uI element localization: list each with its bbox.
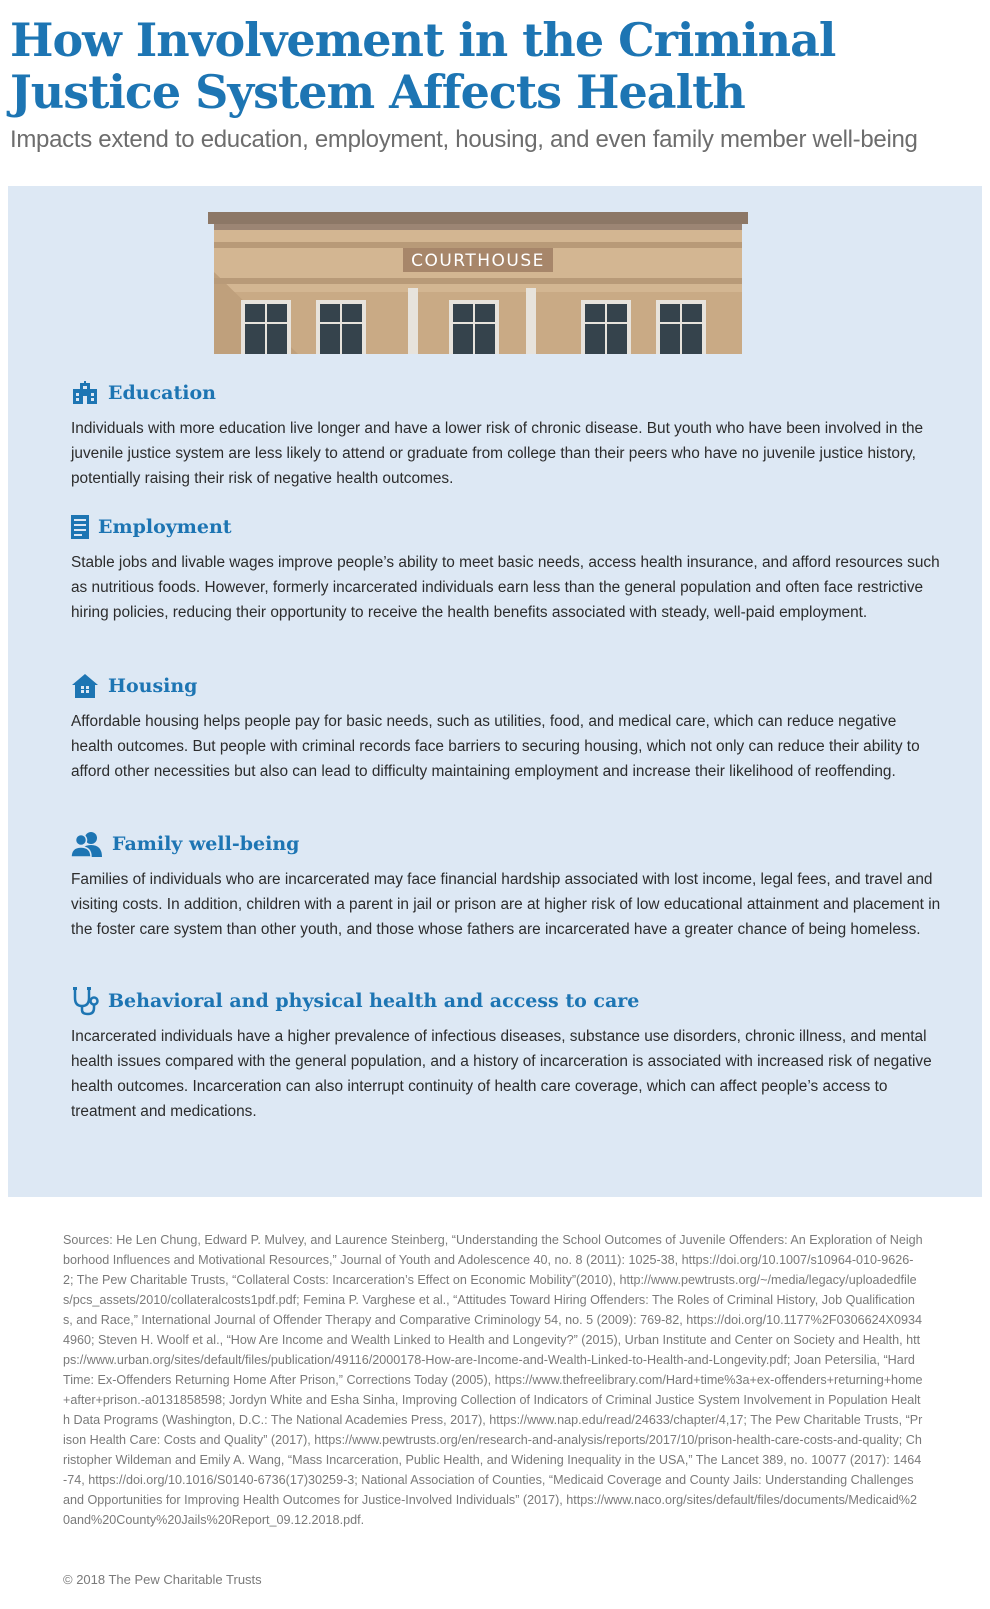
roof-trim xyxy=(208,212,748,224)
section-title: Education xyxy=(108,382,216,404)
section-family xyxy=(71,829,941,942)
section-health xyxy=(71,986,941,1124)
section-body: Stable jobs and livable wages improve people’s ability to meet basic needs, access health insurance, and afford resources such as nutritious foods. However, formerly incarcerated individuals earn less than the general population and often face restrictive hiring policies, reducing their opportunity to receive the health benefits associated with steady, well-paid employment. xyxy=(71,554,940,621)
house-icon xyxy=(71,672,99,700)
courthouse-illustration xyxy=(208,212,748,354)
section-body: Families of individuals who are incarcerated may face financial hardship associated with lost income, legal fees, and travel and visiting costs. In addition, children with a parent in jail or prison are at higher risk of low educational attainment and placement in the foster care system than other youth, and those whose fathers are incarcerated have a greater chance of being homeless. xyxy=(71,871,941,938)
section-title: Employment xyxy=(98,516,232,538)
section-body: Individuals with more education live longer and have a lower risk of chronic disease. But youth who have been involved in the juvenile justice system are less likely to attend or graduate from college than their peers who have no juvenile justice history, potentially raising their risk of negative health outcomes. xyxy=(71,420,924,487)
page-title: How Involvement in the Criminal Justice System Affects Health xyxy=(10,13,836,119)
section-employment xyxy=(71,512,941,625)
document-icon xyxy=(71,513,89,541)
sources-text: Sources: He Len Chung, Edward P. Mulvey, and Laurence Steinberg, “Understanding the School Outcomes of Juvenile Offenders: An Exploration of Neighborhood Influences and Motivational Resources,” Journal of Youth and Adolescence 40, no. 8 (2011): 1025-38, https://doi.org/10.1007/s10964-010-9626-2; The Pew Charitable Trusts, “Collateral Costs: Incarceration’s Effect on Economic Mobility”(2010), http://www.pewtrusts.org/~/media/legacy/uploadedfiles/pcs_assets/2010/collateralcosts1pdf.pdf; Femina P. Varghese et al., “Attitudes Toward Hiring Offenders: The Roles of Criminal History, Job Qualifications, and Race,” International Journal of Offender Therapy and Comparative Criminology 54, no. 5 (2009): 769-82, https://doi.org/10.1177%2F0306624X09344960; Steven H. Woolf et al., “How Are Income and Wealth Linked to Health and Longevity?” (2015), Urban Institute and Center on Society and Health, https://www.urban.org/sites/default/files/publication/49116/2000178-How-are-Income-and-Wealth-Linked-to-Health-and-Longevity.pdf; Joan Petersilia, “Hard Time: Ex-Offenders Returning Home After Prison,” Corrections Today (2005), https://www.thefreelibrary.com/Hard+time%3a+ex-offenders+returning+home+after+prison.-a0131858598; Jordyn White and Esha Sinha, Improving Collection of Indicators of Criminal Justice System Involvement in Population Health Data Programs (Washington, D.C.: The National Academies Press, 2017), https://www.nap.edu/read/24633/chapter/4,17; The Pew Charitable Trusts, “Prison Health Care: Costs and Quality” (2017), https://www.pewtrusts.org/en/research-and-analysis/reports/2017/10/prison-health-care-costs-and-quality; Christopher Wildeman and Emily A. Wang, “Mass Incarceration, Public Health, and Widening Inequality in the USA,” The Lancet 389, no. 10077 (2017): 1464-74, https://doi.org/10.1016/S0140-6736(17)30259-3; National Association of Counties, “Medicaid Coverage and County Jails: Understanding Challenges and Opportunities for Improving Health Outcomes for Justice-Involved Individuals” (2017), https://www.naco.org/sites/default/files/documents/Medicaid%20and%20County%20Jails%20Report_09.12.2018.pdf. xyxy=(63,1233,923,1527)
courthouse-sign-text: COURTHOUSE xyxy=(411,251,545,271)
section-title: Housing xyxy=(108,675,198,697)
stethoscope-icon xyxy=(71,987,99,1015)
copyright: © 2018 The Pew Charitable Trusts xyxy=(63,1572,262,1587)
section-education xyxy=(71,378,941,491)
people-icon xyxy=(71,830,103,858)
section-body: Incarcerated individuals have a higher prevalence of infectious diseases, substance use disorders, chronic illness, and mental health issues compared with the general population, and a history of incarceration is associated with increased risk of negative health outcomes. Incarceration can also interrupt continuity of health care coverage, which can affect people’s access to treatment and medications. xyxy=(71,1028,932,1120)
section-title: Behavioral and physical health and access to care xyxy=(108,990,640,1012)
page-subtitle: Impacts extend to education, employment, housing, and even family member well-being xyxy=(10,126,918,153)
section-body: Affordable housing helps people pay for basic needs, such as utilities, food, and medical care, which can reduce negative health outcomes. But people with criminal records face barriers to securing housing, which not only can reduce their ability to afford other necessities but also can lead to difficulty maintaining employment and increase their likelihood of reoffending. xyxy=(71,713,920,780)
section-title: Family well-being xyxy=(112,833,300,855)
school-building-icon xyxy=(71,379,99,407)
content-panel xyxy=(8,186,982,1197)
section-housing xyxy=(71,671,941,784)
